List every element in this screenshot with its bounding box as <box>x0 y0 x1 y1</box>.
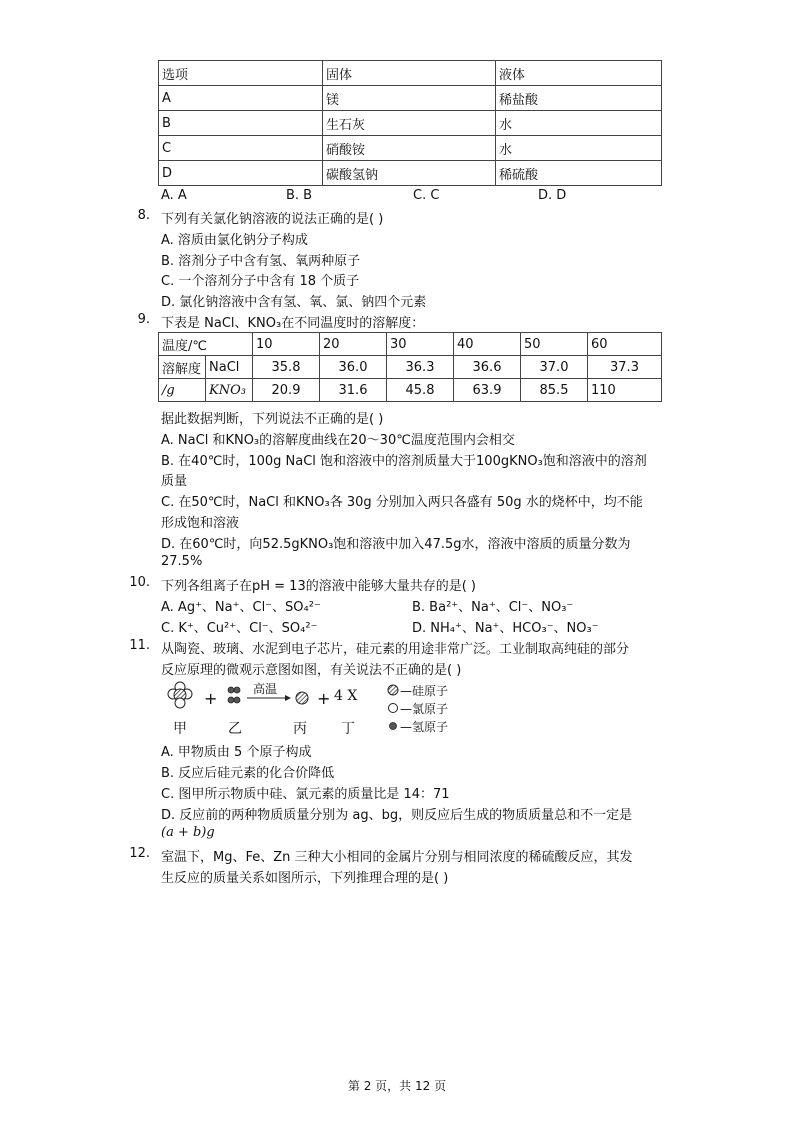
molecule-yi <box>228 687 240 703</box>
table-cell: 20.9 <box>253 379 320 402</box>
option-d: D. 氯化钠溶液中含有氢、氧、氯、钠四个元素 <box>161 295 427 310</box>
option-c: C. 在50℃时，NaCl 和KNO₃各 30g 分别加入两只各盛有 50g 水的烧杯中，均不能 <box>161 495 643 510</box>
kno3-label: KNO₃ <box>206 379 253 402</box>
table-header-cell: 20 <box>320 333 387 356</box>
question-stem-cont: 生反应的质量关系如图所示，下列推理合理的是( ) <box>161 871 449 886</box>
label-jia: 甲 <box>173 721 187 737</box>
options-table <box>158 60 662 186</box>
legend-cl: —氯原子 <box>400 702 449 716</box>
option-b: B. 在40℃时，100g NaCl 饱和溶液中的溶剂质量大于100gKNO₃饱和溶液中的溶剂 <box>161 454 647 469</box>
option-c-cont: 形成饱和溶液 <box>161 516 240 531</box>
question-stem: 室温下，Mg、Fe、Zn 三种大小相同的金属片分别与相同浓度的稀硫酸反应，其发 <box>161 850 633 865</box>
table-cell: 35.8 <box>253 356 320 379</box>
table-cell: 85.5 <box>521 379 588 402</box>
table-row <box>159 161 662 186</box>
solubility-table <box>158 332 662 402</box>
table-cell: 37.3 <box>588 356 662 379</box>
legend-h-symbol <box>390 723 397 730</box>
molecule-jia <box>168 682 192 708</box>
option-c: C. 图甲所示物质中硅、氯元素的质量比是 14：71 <box>161 787 450 802</box>
solubility-label: 溶解度 <box>159 356 206 379</box>
table-cell: D <box>159 161 323 186</box>
question-number: 12. <box>129 846 150 861</box>
solubility-unit: /g <box>159 379 206 402</box>
question-lead: 据此数据判断，下列说法不正确的是( ) <box>161 412 384 427</box>
option-d: D. 反应前的两种物质质量分别为 ag、bg，则反应后生成的物质质量总和不一定是 <box>161 808 633 823</box>
option-c: C. 一个溶剂分子中含有 18 个质子 <box>161 274 360 289</box>
table-cell: 110 <box>588 379 662 402</box>
label-ding: 丁 <box>341 721 355 737</box>
option-d: D. NH₄⁺、Na⁺、HCO₃⁻、NO₃⁻ <box>412 621 599 636</box>
legend-si-symbol <box>388 685 398 695</box>
table-cell: 45.8 <box>387 379 454 402</box>
table-cell: 稀盐酸 <box>496 86 662 111</box>
table-cell: 31.6 <box>320 379 387 402</box>
option-b: B. 反应后硅元素的化合价降低 <box>161 766 335 781</box>
option-c: C. C <box>413 188 440 203</box>
table-row <box>159 111 662 136</box>
option-a: A. Ag⁺、Na⁺、Cl⁻、SO₄²⁻ <box>161 600 321 615</box>
table-header-cell: 液体 <box>496 61 662 86</box>
table-cell: 水 <box>496 136 662 161</box>
temperature-label: 温度/℃ <box>159 333 253 356</box>
table-cell: C <box>159 136 323 161</box>
option-a: A. NaCl 和KNO₃的溶解度曲线在20～30℃温度范围内会相交 <box>161 433 515 448</box>
table-cell: B <box>159 111 323 136</box>
legend-h: —氢原子 <box>400 720 449 734</box>
table-header-cell: 30 <box>387 333 454 356</box>
svg-text:+: + <box>204 689 218 708</box>
table-cell: 36.6 <box>454 356 521 379</box>
option-b: B. B <box>286 188 313 203</box>
table-cell: 生石灰 <box>323 111 496 136</box>
coefficient-x: 4 X <box>334 688 358 704</box>
table-cell: 水 <box>496 111 662 136</box>
question-number: 10. <box>129 575 150 590</box>
table-header-cell: 60 <box>588 333 662 356</box>
option-a: A. 溶质由氯化钠分子构成 <box>161 233 308 248</box>
table-row <box>159 86 662 111</box>
option-b: B. Ba²⁺、Na⁺、Cl⁻、NO₃⁻ <box>412 600 574 615</box>
question-stem: 从陶瓷、玻璃、水泥到电子芯片，硅元素的用途非常广泛。工业制取高纯硅的部分 <box>161 642 630 657</box>
table-cell: 碳酸氢钠 <box>323 161 496 186</box>
question-stem: 下列有关氯化钠溶液的说法正确的是( ) <box>161 212 384 227</box>
label-bing: 丙 <box>293 721 307 737</box>
question-number: 9. <box>137 312 150 327</box>
question-stem: 下列各组离子在pH = 13的溶液中能够大量共存的是( ) <box>161 579 477 594</box>
option-d: D. 在60℃时，向52.5gKNO₃饱和溶液中加入47.5g水，溶液中溶质的质量分数为 <box>161 537 631 552</box>
svg-text:+: + <box>317 689 331 708</box>
molecule-bing <box>296 692 308 704</box>
option-c: C. K⁺、Cu²⁺、Cl⁻、SO₄²⁻ <box>161 621 318 636</box>
table-header-cell: 40 <box>454 333 521 356</box>
table-cell: 37.0 <box>521 356 588 379</box>
table-header-cell: 选项 <box>159 61 323 86</box>
legend-cl-symbol <box>389 704 398 713</box>
table-header-cell: 50 <box>521 333 588 356</box>
option-d-cont: (a + b)g <box>161 825 215 840</box>
label-yi: 乙 <box>228 721 242 737</box>
legend-si: —硅原子 <box>400 684 449 698</box>
page-footer: 第 2 页，共 12 页 <box>347 1079 447 1093</box>
table-cell: A <box>159 86 323 111</box>
question-number: 11. <box>129 638 150 653</box>
nacl-label: NaCl <box>206 356 253 379</box>
option-d-cont: 27.5% <box>161 554 203 569</box>
question-stem: 下表是 NaCl、KNO₃在不同温度时的溶解度： <box>161 316 425 331</box>
option-b: B. 溶剂分子中含有氢、氧两种原子 <box>161 254 361 269</box>
option-b-cont: 质量 <box>161 474 188 489</box>
table-row <box>159 356 662 379</box>
table-cell: 镁 <box>323 86 496 111</box>
table-cell: 稀硫酸 <box>496 161 662 186</box>
table-row <box>159 379 662 402</box>
option-a: A. A <box>161 188 187 203</box>
table-header-row <box>159 333 662 356</box>
table-row <box>159 136 662 161</box>
table-header-row <box>159 61 662 86</box>
reaction-condition: 高温 <box>253 682 278 696</box>
question-number: 8. <box>137 208 150 223</box>
table-cell: 36.3 <box>387 356 454 379</box>
table-header-cell: 10 <box>253 333 320 356</box>
question-stem-cont: 反应原理的微观示意图如图，有关说法不正确的是( ) <box>161 663 462 678</box>
reaction-diagram <box>160 680 480 750</box>
option-a: A. 甲物质由 5 个原子构成 <box>161 745 312 760</box>
option-d: D. D <box>538 188 567 203</box>
table-header-cell: 固体 <box>323 61 496 86</box>
table-cell: 63.9 <box>454 379 521 402</box>
table-cell: 36.0 <box>320 356 387 379</box>
table-cell: 硝酸铵 <box>323 136 496 161</box>
